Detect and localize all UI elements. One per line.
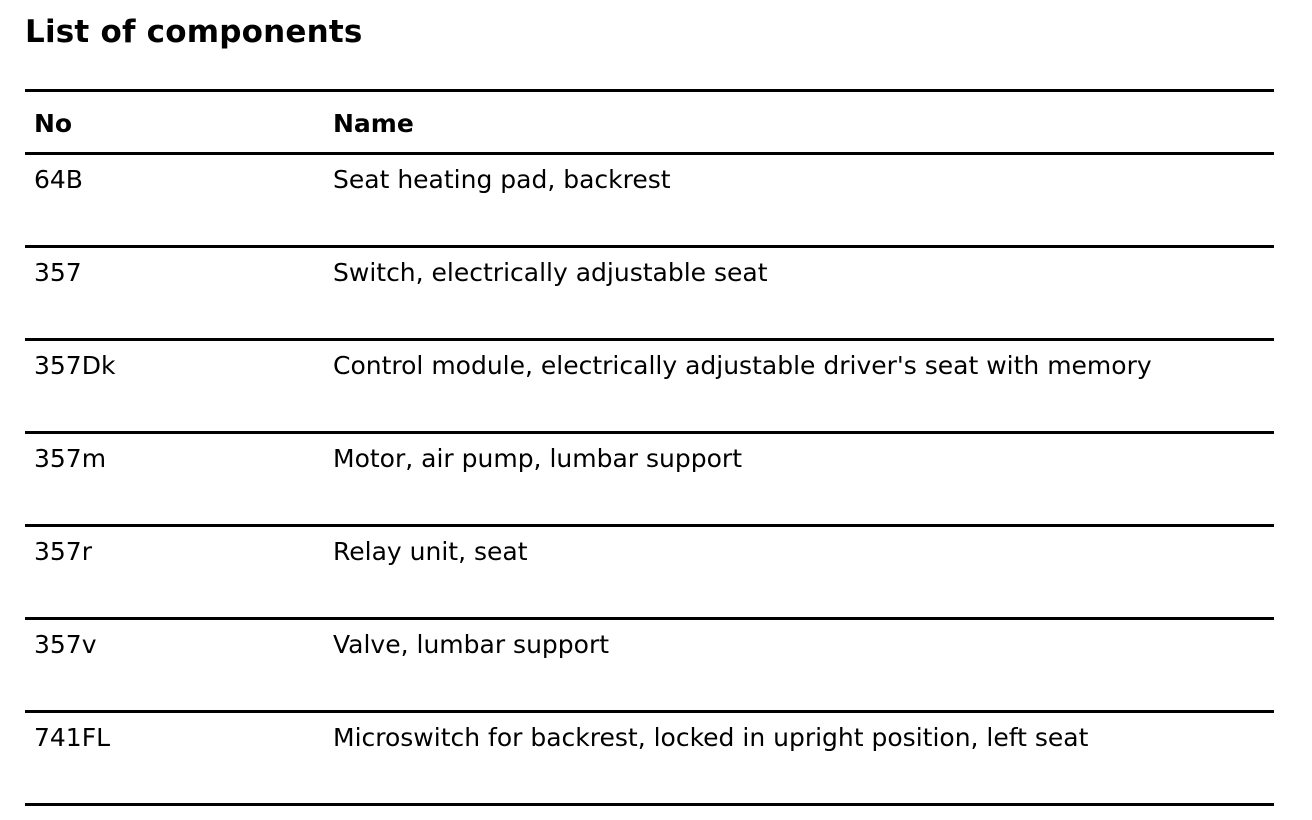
component-name: Switch, electrically adjustable seat [333, 258, 768, 287]
component-name: Relay unit, seat [333, 537, 528, 566]
table-row [25, 434, 1274, 527]
table-row [25, 341, 1274, 434]
table-row [25, 527, 1274, 620]
page-title: List of components [25, 14, 363, 50]
component-number: 64B [34, 165, 83, 194]
components-table [25, 89, 1274, 806]
table-row [25, 620, 1274, 713]
column-header-no: No [34, 109, 73, 138]
component-number: 357 [34, 258, 82, 287]
component-number: 357Dk [34, 351, 116, 380]
component-number: 357m [34, 444, 107, 473]
component-name: Control module, electrically adjustable driver's seat with memory [333, 351, 1152, 380]
table-header-row [25, 92, 1274, 155]
table-row [25, 713, 1274, 806]
component-name: Seat heating pad, backrest [333, 165, 671, 194]
component-number: 741FL [34, 723, 111, 752]
component-name: Microswitch for backrest, locked in upright position, left seat [333, 723, 1089, 752]
column-header-name: Name [333, 109, 414, 138]
table-row [25, 248, 1274, 341]
table-row [25, 155, 1274, 248]
component-name: Valve, lumbar support [333, 630, 610, 659]
component-name: Motor, air pump, lumbar support [333, 444, 742, 473]
component-number: 357r [34, 537, 92, 566]
component-number: 357v [34, 630, 97, 659]
